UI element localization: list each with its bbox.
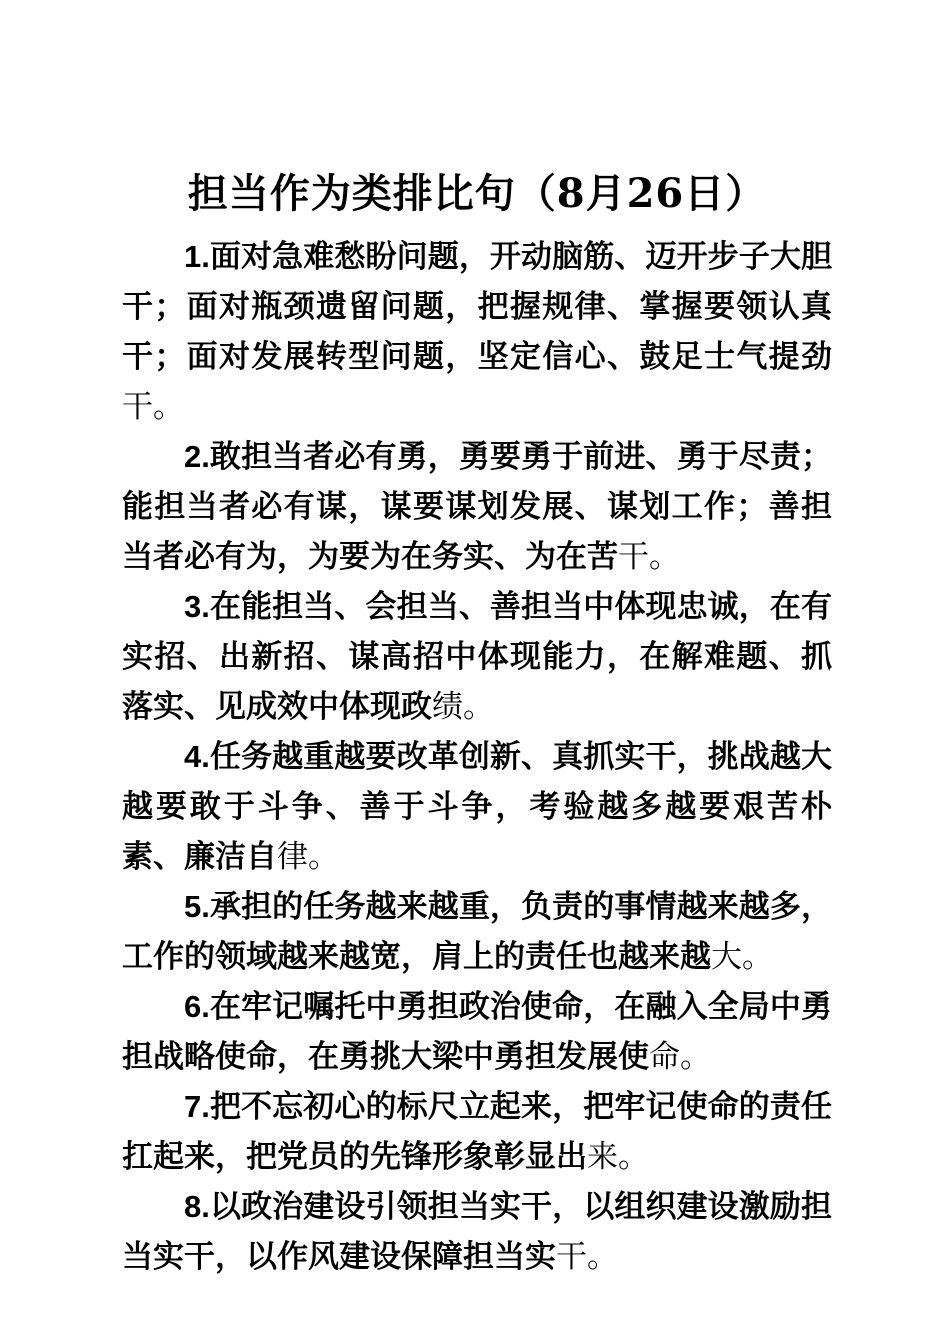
paragraph-6 [122, 982, 832, 1082]
paragraph-7-tail: 来。 [587, 1139, 649, 1175]
paragraph-1-text: 1.面对急难愁盼问题，开动脑筋、迈开步子大胆干；面对瓶颈遗留问题，把握规律、掌握要领认真干；面对发展转型问题，坚定信心、鼓足士气提劲 [122, 239, 832, 374]
paragraph-6-tail: 命。 [649, 1039, 711, 1075]
document-title: 担当作为类排比句（8月26日） [187, 170, 767, 217]
paragraph-8-tail: 干。 [556, 1239, 618, 1275]
paragraph-3-text: 3.在能担当、会担当、善担当中体现忠诚，在有实招、出新招、谋高招中体现能力，在解难题、抓落实、见成效中体现政 [122, 589, 832, 724]
paragraph-4-text: 4.任务越重越要改革创新、真抓实干，挑战越大越要敢于斗争、善于斗争，考验越多越要艰苦朴素、廉洁自 [122, 739, 832, 874]
paragraph-5-tail: 大。 [711, 939, 773, 975]
paragraph-4-tail: 律。 [277, 839, 339, 875]
paragraph-3-tail: 绩。 [432, 689, 494, 725]
paragraph-3 [122, 582, 832, 732]
paragraph-2-text: 2.敢担当者必有勇，勇要勇于前进、勇于尽责；能担当者必有谋，谋要谋划发展、谋划工作；善担当者必有为，为要为在务实、为在苦 [122, 439, 832, 574]
paragraph-2-tail: 干。 [618, 539, 680, 575]
paragraph-4 [122, 732, 832, 882]
paragraph-5 [122, 882, 832, 982]
paragraph-1-tail: 干。 [122, 389, 184, 425]
paragraph-5-text: 5.承担的任务越来越重，负责的事情越来越多，工作的领域越来越宽，肩上的责任也越来越 [122, 889, 832, 974]
paragraph-2 [122, 432, 832, 582]
paragraph-7 [122, 1082, 832, 1182]
paragraph-8 [122, 1182, 832, 1282]
paragraph-6-text: 6.在牢记嘱托中勇担政治使命，在融入全局中勇担战略使命，在勇挑大梁中勇担发展使 [122, 989, 832, 1074]
paragraph-8-text: 8.以政治建设引领担当实干，以组织建设激励担当实干，以作风建设保障担当实 [122, 1189, 832, 1274]
paragraph-1 [122, 232, 832, 432]
paragraph-7-text: 7.把不忘初心的标尺立起来，把牢记使命的责任扛起来，把党员的先锋形象彰显出 [122, 1089, 832, 1174]
